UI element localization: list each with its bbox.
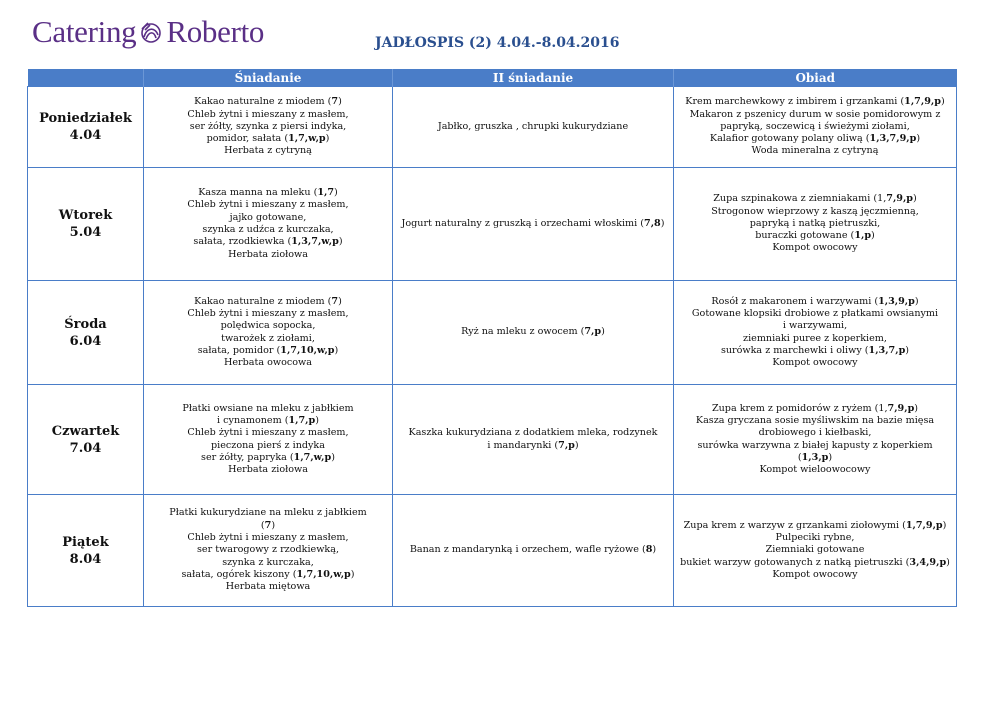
menu-text: Zupa krem z pomidorów z ryżem (1, [711, 402, 888, 414]
day-date: 7.04 [69, 440, 102, 456]
menu-text: Chleb żytni i mieszany z masłem, [187, 108, 349, 120]
menu-line [678, 333, 952, 345]
menu-line [148, 187, 388, 199]
menu-text: Woda mineralna z cytryną [751, 145, 879, 157]
menu-line [678, 452, 952, 464]
menu-text: papryką i natką pietruszki, [749, 217, 881, 229]
menu-text: Jabłko, gruszka , chrupki kukurydziane [437, 120, 629, 132]
allergen-codes: 1,3,p [801, 451, 829, 463]
day-cell [28, 281, 144, 385]
menu-text: i warzywami, [782, 320, 848, 332]
menu-line [148, 145, 388, 157]
table-header-row [28, 69, 957, 87]
menu-text: ser twarogowy z rzodkiewką, [197, 544, 339, 556]
menu-text: szynka z kurczaka, [222, 556, 314, 568]
menu-text: Chleb żytni i mieszany z masłem, [187, 199, 349, 211]
menu-text: ) [914, 295, 919, 307]
menu-line [148, 544, 388, 556]
menu-text: ) [271, 519, 276, 531]
menu-text: ) [574, 439, 579, 451]
menu-title: JADŁOSPIS (2) 4.04.-8.04.2016 [375, 35, 620, 51]
day-name: Poniedziałek [39, 111, 132, 126]
second-breakfast-cell [393, 281, 674, 385]
menu-text: sałata, ogórek kiszony ( [181, 568, 297, 580]
menu-text: Pulpeciki rybne, [775, 532, 855, 544]
menu-line [148, 357, 388, 369]
menu-line [678, 308, 952, 320]
menu-text: ) [338, 295, 342, 307]
menu-line [148, 520, 388, 532]
menu-text: ) [946, 556, 950, 568]
menu-line [148, 581, 388, 593]
menu-line [678, 133, 952, 145]
menu-line [678, 440, 952, 452]
allergen-codes: 1,3,9,p [878, 295, 915, 307]
menu-text: ) [350, 568, 355, 580]
day-date: 5.04 [69, 225, 102, 240]
menu-line [678, 357, 952, 369]
allergen-codes: 7 [331, 295, 339, 307]
allergen-codes: 7,p [558, 439, 575, 451]
allergen-codes: 1,7,p [288, 414, 316, 426]
menu-text: Rosół z makaronem i warzywami ( [711, 295, 879, 307]
menu-text: Kasza manna na mleku ( [198, 187, 318, 199]
menu-text: ) [652, 544, 657, 556]
allergen-codes: 7,9,p [886, 193, 914, 205]
allergen-codes: 7,9,p [887, 402, 915, 414]
menu-text: ) [338, 236, 343, 248]
menu-text: polędwica sopocka, [220, 320, 316, 332]
menu-line [678, 427, 952, 439]
menu-text: sałata, rzodkiewka ( [193, 236, 292, 248]
menu-line [148, 345, 388, 357]
menu-text: szynka z udźca z kurczaka, [202, 224, 334, 235]
menu-text: ) [871, 230, 875, 242]
table-row [28, 168, 957, 281]
menu-text: ) [942, 519, 947, 531]
menu-text: Zupa szpinakowa z ziemniakami (1, [713, 193, 887, 205]
allergen-codes: 3,4,9,p [909, 556, 947, 568]
column-header-breakfast: Śniadanie [144, 69, 393, 87]
menu-line [148, 415, 388, 427]
allergen-codes: 7,8 [644, 217, 661, 229]
allergen-codes: 1,7 [317, 187, 335, 199]
menu-line [678, 242, 952, 254]
breakfast-cell [144, 87, 393, 168]
menu-text: Płatki kukurydziane na mleku z jabłkiem [169, 507, 367, 519]
day-cell [28, 495, 144, 607]
menu-text: ) [601, 326, 605, 338]
catering-roberto-logo [32, 14, 264, 53]
menu-text: Chleb żytni i mieszany z masłem, [187, 427, 349, 439]
menu-line [397, 121, 669, 133]
menu-text: surówka z marchewki i oliwy ( [720, 344, 869, 356]
menu-text: Kasza gryczana sosie myśliwskim na bazie mięsa [695, 414, 935, 426]
menu-line [148, 224, 388, 236]
menu-line [678, 415, 952, 427]
lunch-cell [674, 168, 957, 281]
menu-text: jajko gotowane, [229, 211, 307, 223]
allergen-codes: 1,3,7,9,p [869, 133, 917, 145]
menu-text: ) [913, 193, 917, 205]
menu-text: papryką, soczewicą i świeżymi ziołami, [720, 120, 910, 132]
breakfast-cell [144, 168, 393, 281]
menu-text: Jogurt naturalny z gruszką i orzechami włoskimi ( [401, 217, 645, 229]
day-name: Piątek [62, 534, 109, 550]
menu-line [148, 452, 388, 464]
menu-line [678, 193, 952, 205]
menu-line [148, 121, 388, 133]
logo-text-catering: Catering [32, 14, 137, 49]
lunch-cell [674, 281, 957, 385]
menu-text: ) [315, 414, 319, 426]
allergen-codes: 1,3,7,w,p [291, 236, 339, 248]
menu-line [678, 557, 952, 569]
table-row [28, 281, 957, 385]
allergen-codes: 1,7,w,p [288, 133, 326, 145]
menu-line [397, 427, 669, 439]
menu-text: twarożek z ziołami, [221, 332, 315, 344]
breakfast-cell [144, 385, 393, 495]
menu-line [397, 440, 669, 452]
menu-line [397, 326, 669, 338]
menu-text: Kompot owocowy [772, 568, 858, 580]
menu-text: pieczona pierś z indyka [211, 439, 325, 451]
column-header-lunch: Obiad [674, 69, 957, 87]
menu-line [148, 557, 388, 569]
allergen-codes: 8 [645, 544, 653, 556]
menu-text: ) [338, 96, 342, 108]
menu-text: ziemniaki puree z koperkiem, [743, 332, 887, 344]
column-header-day [28, 69, 144, 87]
menu-line [678, 96, 952, 108]
menu-line [148, 109, 388, 121]
menu-line [148, 296, 388, 308]
menu-text: ) [334, 187, 338, 199]
menu-line [148, 212, 388, 224]
menu-text: Kompot owocowy [772, 357, 858, 369]
lunch-cell [674, 87, 957, 168]
menu-text: Ryż na mleku z owocem ( [461, 326, 585, 338]
menu-line [148, 532, 388, 544]
menu-text: Chleb żytni i mieszany z masłem, [187, 532, 349, 544]
menu-line [678, 145, 952, 157]
second-breakfast-cell [393, 168, 674, 281]
menu-text: ) [660, 217, 665, 229]
allergen-codes: 1,p [854, 230, 872, 242]
menu-text: Chleb żytni i mieszany z masłem, [187, 307, 349, 319]
menu-line [678, 520, 952, 532]
menu-text: Kakao naturalne z miodem ( [194, 96, 332, 108]
menu-text: drobiowego i kiełbaski, [758, 427, 872, 439]
menu-line [678, 296, 952, 308]
day-name: Środa [64, 316, 107, 332]
second-breakfast-cell [393, 87, 674, 168]
menu-line [148, 199, 388, 211]
menu-text: bukiet warzyw gotowanych z natką pietruszki ( [680, 556, 910, 568]
menu-text: ) [331, 451, 335, 463]
menu-line [397, 544, 669, 556]
menu-text: Ziemniaki gotowane [765, 544, 865, 556]
menu-text: Banan z mandarynką i orzechem, wafle ryżowe ( [409, 544, 646, 556]
column-header-second-breakfast: II śniadanie [393, 69, 674, 87]
breakfast-cell [144, 495, 393, 607]
menu-line [678, 345, 952, 357]
menu-line [148, 464, 388, 476]
menu-text: ser żółty, szynka z piersi indyka, [189, 120, 347, 132]
menu-line [678, 403, 952, 415]
menu-line [678, 320, 952, 332]
menu-text: Herbata miętowa [225, 581, 311, 593]
menu-text: ) [905, 344, 910, 356]
menu-text: i cynamonem ( [217, 414, 289, 426]
menu-text: pomidor, sałata ( [206, 133, 289, 145]
menu-line [148, 236, 388, 248]
menu-text: ) [914, 402, 919, 414]
breakfast-cell [144, 281, 393, 385]
day-name: Czwartek [51, 423, 120, 439]
allergen-codes: 7,p [584, 326, 602, 338]
lunch-cell [674, 495, 957, 607]
menu-line [678, 206, 952, 218]
logo-text-roberto: Roberto [166, 14, 265, 49]
menu-line [397, 218, 669, 230]
menu-line [148, 507, 388, 519]
menu-text: Kakao naturalne z miodem ( [194, 295, 332, 307]
allergen-codes: 1,7,9,p [905, 519, 943, 531]
day-date: 6.04 [69, 333, 102, 349]
menu-text: surówka warzywna z białej kapusty z koperkiem [697, 439, 933, 451]
menu-line [678, 532, 952, 544]
menu-line [148, 403, 388, 415]
table-row [28, 385, 957, 495]
menu-line [678, 121, 952, 133]
menu-line [148, 440, 388, 452]
menu-text: Kompot owocowy [772, 242, 858, 254]
table-row [28, 495, 957, 607]
menu-text: Zupa krem z warzyw z grzankami ziołowymi ( [683, 519, 906, 531]
menu-text: ) [334, 344, 339, 356]
allergen-codes: 1,7,9,p [904, 96, 941, 108]
menu-text: Makaron z pszenicy durum w sosie pomidorowym z [689, 108, 941, 120]
day-date: 4.04 [69, 128, 102, 143]
menu-text: ser żółty, papryka ( [201, 451, 294, 463]
second-breakfast-cell [393, 495, 674, 607]
menu-line [678, 230, 952, 242]
menu-text: Kaszka kukurydziana z dodatkiem mleka, rodzynek [408, 427, 658, 439]
menu-text: sałata, pomidor ( [197, 344, 281, 356]
menu-text: Gotowane klopsiki drobiowe z płatkami owsianymi [691, 307, 939, 319]
menu-text: Herbata ziołowa [228, 248, 308, 260]
menu-line [148, 320, 388, 332]
menu-text: buraczki gotowane ( [755, 230, 855, 242]
menu-line [678, 109, 952, 121]
day-cell [28, 87, 144, 168]
menu-text: Strogonow wieprzowy z kaszą jęczmienną, [711, 205, 919, 217]
menu-text: i mandarynki ( [487, 439, 559, 451]
menu-text: Kalafior gotowany polany oliwą ( [709, 133, 870, 145]
day-date: 8.04 [69, 551, 102, 567]
menu-text: Herbata ziołowa [228, 464, 308, 476]
allergen-codes: 7 [264, 519, 272, 531]
allergen-codes: 1,7,10,w,p [280, 344, 335, 356]
menu-text: ) [940, 96, 945, 108]
table-row [28, 87, 957, 168]
lunch-cell [674, 385, 957, 495]
menu-line [148, 308, 388, 320]
menu-line [678, 218, 952, 230]
menu-line [148, 333, 388, 345]
day-cell [28, 385, 144, 495]
logo-swirl-icon [138, 17, 164, 53]
day-name: Wtorek [58, 208, 113, 223]
menu-text: Kompot wieloowocowy [759, 464, 871, 476]
second-breakfast-cell [393, 385, 674, 495]
menu-text: Herbata z cytryną [224, 145, 312, 157]
menu-line [148, 133, 388, 145]
menu-text: Krem marchewkowy z imbirem i grzankami ( [685, 96, 905, 108]
allergen-codes: 1,3,7,p [868, 344, 906, 356]
day-cell [28, 168, 144, 281]
menu-text: ( [797, 451, 802, 463]
menu-text: ) [828, 451, 833, 463]
menu-line [148, 427, 388, 439]
menu-text: Herbata owocowa [224, 357, 312, 369]
allergen-codes: 1,7,w,p [293, 451, 332, 463]
menu-line [148, 96, 388, 108]
menu-line [148, 249, 388, 261]
menu-text: ) [325, 133, 330, 145]
allergen-codes: 1,7,10,w,p [296, 568, 351, 580]
menu-line [678, 464, 952, 476]
menu-line [148, 569, 388, 581]
allergen-codes: 7 [331, 96, 339, 108]
menu-text: Płatki owsiane na mleku z jabłkiem [182, 402, 354, 414]
weekly-menu-table [27, 69, 957, 607]
menu-text: ( [260, 519, 265, 531]
menu-line [678, 544, 952, 556]
menu-text: ) [916, 133, 921, 145]
menu-line [678, 569, 952, 581]
